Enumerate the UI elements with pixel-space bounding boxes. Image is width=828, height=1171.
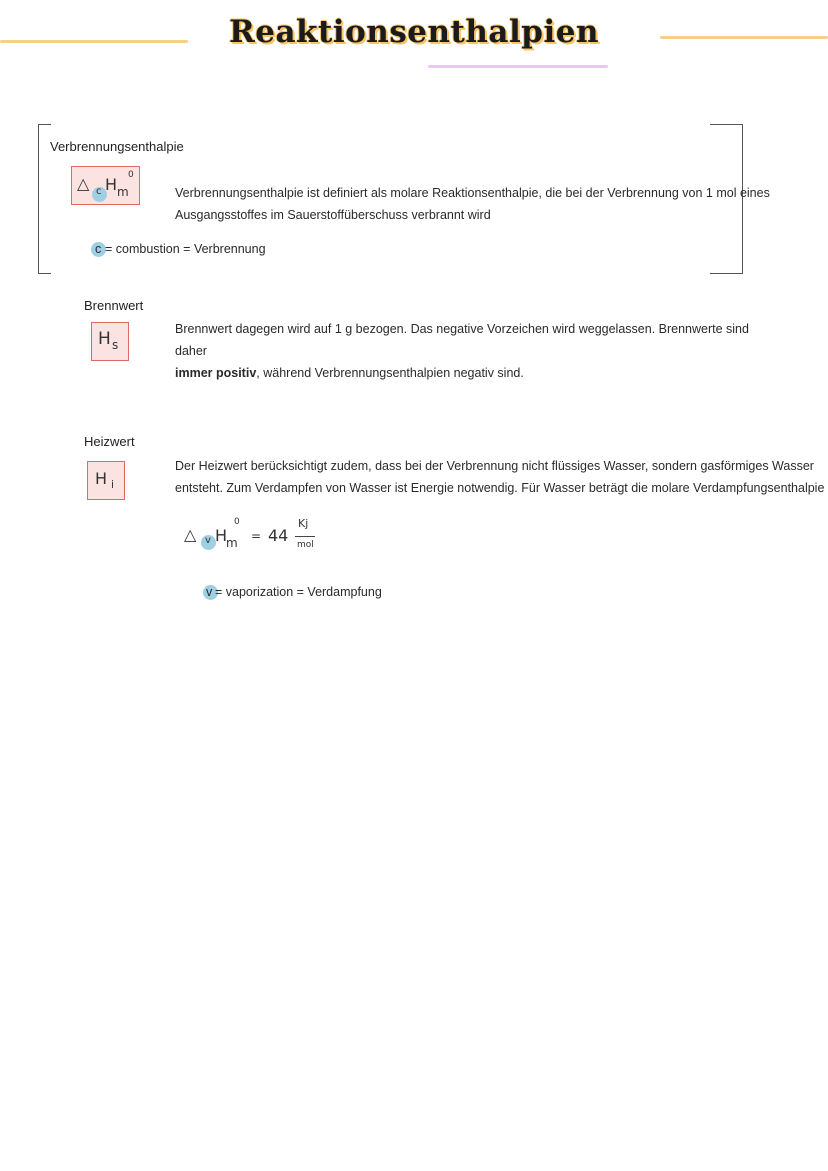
symbol-box-brennwert — [91, 322, 129, 361]
note-key-v: v — [206, 585, 213, 599]
formula-value: 44 — [268, 526, 289, 545]
brennwert-text — [175, 318, 775, 384]
brennwert-bold-text: immer positiv — [175, 366, 257, 380]
heizwert-text — [175, 455, 825, 499]
formula-sup-0: 0 — [234, 517, 240, 527]
symbol-letter-h: H — [105, 175, 118, 194]
formula-unit-denominator: mol — [297, 540, 314, 550]
symbol-sub-i: i — [111, 478, 115, 491]
verbrennung-text-line2: Ausgangsstoffes im Sauerstoffüberschuss verbrannt wird — [175, 208, 491, 222]
brennwert-text-line2 — [175, 362, 775, 384]
formula-sub-m: m — [226, 536, 238, 550]
symbol-box-combustion — [71, 166, 140, 205]
symbol-letter-h-s: H — [98, 329, 111, 349]
delta-triangle-icon: △ — [77, 174, 90, 193]
formula-letter-h: H — [215, 526, 228, 545]
note-text-vaporization: = vaporization = Verdampfung — [215, 585, 382, 599]
formula-fraction-bar — [295, 536, 315, 537]
brennwert-text-line1: Brennwert dagegen wird auf 1 g bezogen. Das negative Vorzeichen wird weggelassen. Brennwerte sind daher — [175, 322, 749, 358]
note-text-combustion: = combustion = Verbrennung — [105, 242, 266, 256]
symbol-sub-s: s — [112, 338, 119, 352]
symbol-sub-m: m — [117, 185, 129, 199]
note-key-c: c — [95, 242, 102, 256]
heizwert-text-line1: Der Heizwert berücksichtigt zudem, dass bei der Verbrennung nicht flüssiges Wasser, sondern gasförmiges Wasser — [175, 459, 814, 473]
formula-unit-numerator: Kj — [298, 517, 309, 530]
brennwert-text-line2-rest: , während Verbrennungsenthalpien negativ sind. — [256, 366, 524, 380]
symbol-letter-h-i: H — [95, 469, 108, 488]
symbol-sup-0: 0 — [128, 170, 134, 180]
vaporization-formula — [183, 514, 333, 558]
section-heading-verbrennung: Verbrennungsenthalpie — [50, 139, 184, 154]
verbrennung-text-line1: Verbrennungsenthalpie ist definiert als molare Reaktionsenthalpie, die bei der Verbrennung von 1 mol eines — [175, 186, 770, 200]
symbol-index-c: c — [96, 186, 102, 197]
section-heading-heizwert: Heizwert — [84, 434, 135, 449]
section-heading-brennwert: Brennwert — [84, 298, 144, 313]
formula-equals: = — [251, 529, 262, 543]
formula-index-v: v — [205, 535, 211, 546]
page-title: Reaktionsenthalpien — [228, 14, 599, 50]
symbol-box-heizwert — [87, 461, 125, 500]
formula-delta-icon: △ — [184, 525, 197, 544]
heizwert-text-line2: entsteht. Zum Verdampfen von Wasser ist Energie notwendig. Für Wasser beträgt die molare Verdampfungsenthalpie — [175, 481, 825, 495]
title-underline — [428, 65, 608, 68]
verbrennung-text — [175, 182, 775, 226]
